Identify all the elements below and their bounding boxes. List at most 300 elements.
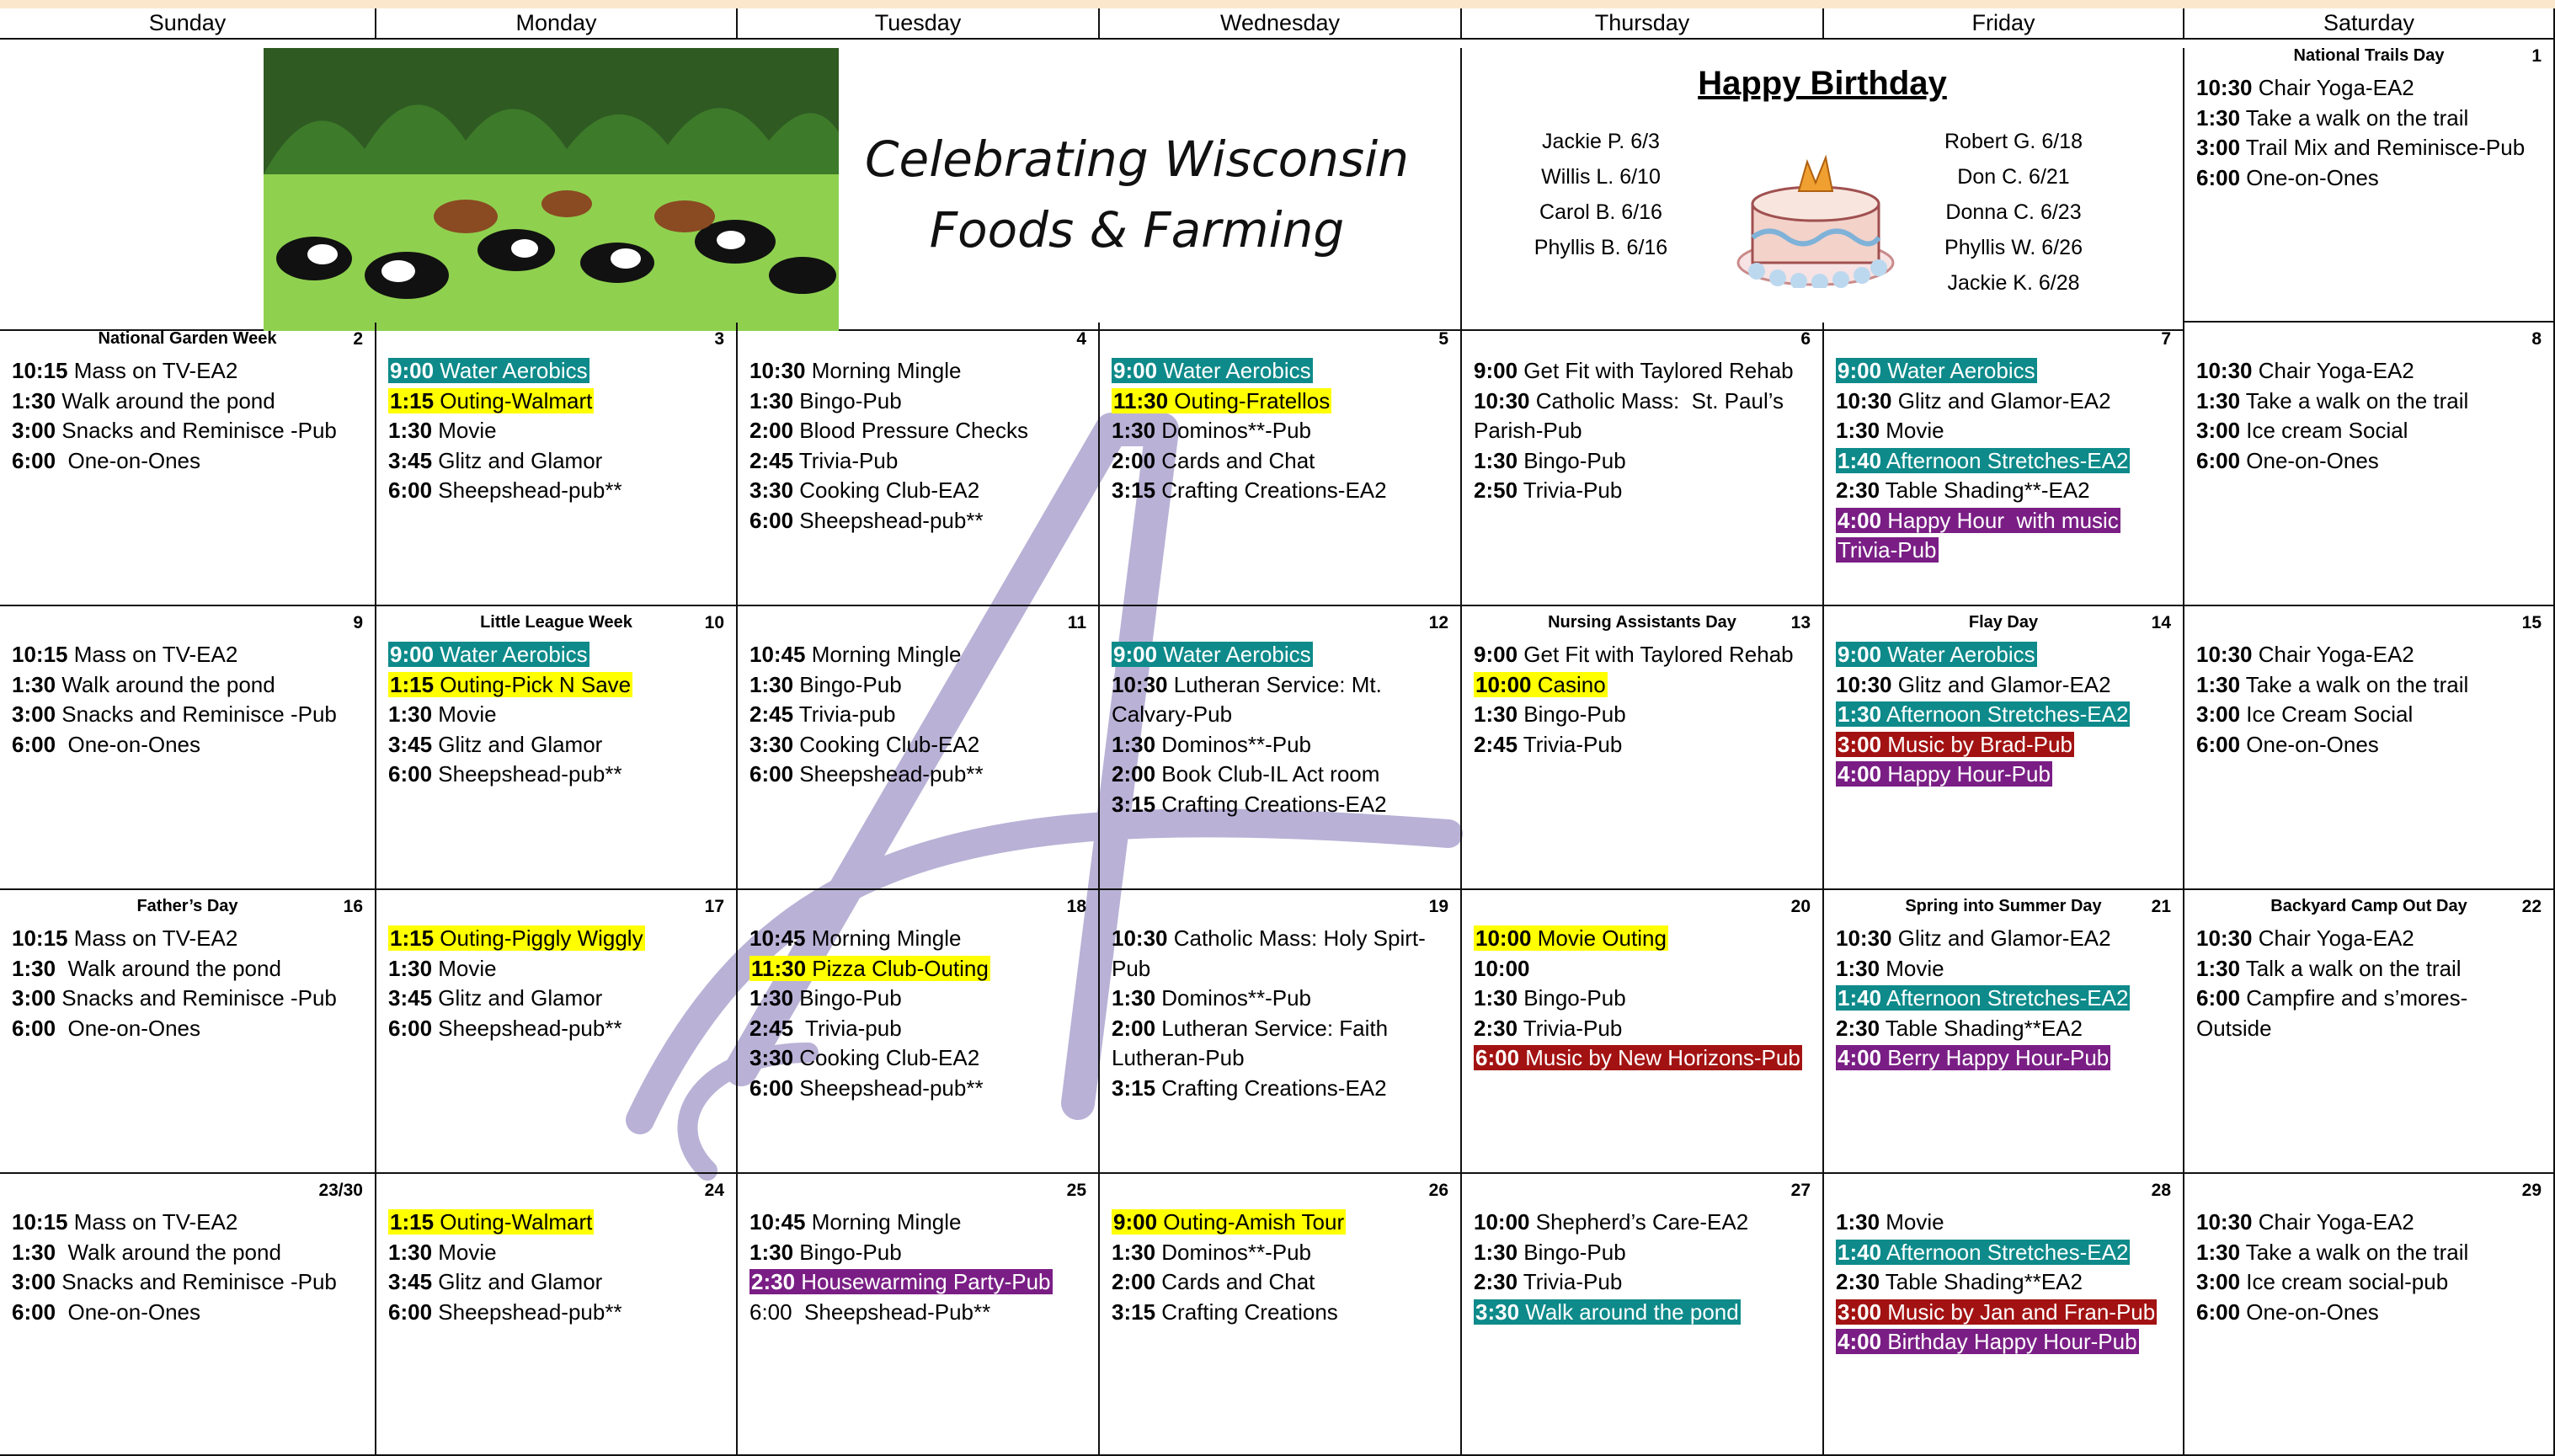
event-text xyxy=(749,1075,984,1101)
day-number: 25 xyxy=(1066,1181,1086,1200)
event-item xyxy=(2196,640,2545,670)
caption-line-1: Celebrating Wisconsin xyxy=(865,131,1409,188)
event-text xyxy=(1836,508,2120,533)
event-time: 2:50 xyxy=(1474,477,1518,503)
event-item xyxy=(12,356,366,387)
event-description: Bingo-Pub xyxy=(793,387,902,413)
event-item xyxy=(388,1014,728,1044)
event-time: 10:15 xyxy=(12,642,68,667)
day-cell[interactable] xyxy=(2184,323,2555,606)
day-number: 29 xyxy=(2521,1181,2542,1200)
day-cell[interactable] xyxy=(1100,606,1462,890)
event-item xyxy=(388,954,728,984)
event-text xyxy=(1836,1045,2110,1070)
event-description: Outing-Walmart xyxy=(434,1209,593,1235)
event-time: 2:30 xyxy=(1474,1015,1518,1041)
event-description: Bingo-Pub xyxy=(793,1239,902,1265)
event-text xyxy=(12,1209,237,1235)
event-description: Take a walk on the trail xyxy=(2240,104,2469,131)
day-cell[interactable] xyxy=(376,606,738,890)
event-time: 9:00 xyxy=(1838,642,1882,667)
event-time: 10:30 xyxy=(1836,925,1892,951)
day-cell[interactable] xyxy=(0,606,376,890)
day-number: 13 xyxy=(1790,613,1811,632)
event-description: Outside xyxy=(2196,1015,2272,1041)
event-item xyxy=(1112,700,1452,730)
event-list xyxy=(749,356,1090,536)
event-description: Bingo-Pub xyxy=(1518,447,1626,473)
event-description: Take a walk on the trail xyxy=(2240,1239,2469,1265)
birthday-entry: Robert G. 6/18 xyxy=(1944,130,2083,153)
event-item xyxy=(1112,670,1452,701)
event-description: Sheepshead-pub** xyxy=(432,761,622,787)
event-time: 1:30 xyxy=(1474,985,1518,1011)
event-item xyxy=(2196,133,2545,163)
event-text xyxy=(749,1240,902,1265)
event-description: Crafting Creations xyxy=(1155,1299,1338,1325)
event-description: Glitz and Glamor xyxy=(432,985,603,1011)
event-time: 6:00 xyxy=(388,1015,433,1041)
event-description: One-on-Ones xyxy=(2240,164,2379,190)
event-time: 3:30 xyxy=(749,731,794,757)
event-time: 3:00 xyxy=(2196,701,2241,727)
event-description: Dominos**-Pub xyxy=(1155,1239,1312,1265)
event-text xyxy=(12,1240,281,1265)
event-text xyxy=(388,358,589,383)
event-description: Pizza Club-Outing xyxy=(806,955,989,981)
event-text xyxy=(749,448,898,473)
event-text xyxy=(1112,1016,1388,1041)
event-item xyxy=(1836,984,2174,1014)
event-time: 1:30 xyxy=(2196,104,2241,131)
event-text xyxy=(388,761,622,787)
event-item xyxy=(1836,730,2174,760)
event-description: Mass on TV-EA2 xyxy=(67,642,238,667)
event-item xyxy=(388,640,728,670)
event-time: 2:30 xyxy=(1474,1269,1518,1294)
event-time: 1:30 xyxy=(1836,418,1880,443)
event-description: Trivia-Pub xyxy=(1518,1269,1623,1294)
event-description: Water Aerobics xyxy=(1157,358,1311,383)
event-text xyxy=(1836,388,2111,413)
event-description: Get Fit with Taylored Rehab xyxy=(1518,358,1794,383)
event-text xyxy=(1474,1045,1802,1070)
event-description: Casino xyxy=(1531,671,1606,697)
event-item xyxy=(749,640,1090,670)
event-item xyxy=(1836,1014,2174,1044)
event-time: 2:00 xyxy=(1112,1269,1156,1294)
event-text xyxy=(1474,388,1784,413)
event-description: Afternoon Stretches-EA2 xyxy=(1881,985,2129,1011)
event-item xyxy=(1112,640,1452,670)
event-description: Movie xyxy=(1880,1209,1944,1235)
day-cell[interactable] xyxy=(1462,606,1824,890)
event-item xyxy=(2196,954,2545,984)
event-item xyxy=(1836,1208,2174,1238)
event-description: Sheepshead-pub** xyxy=(793,761,984,787)
event-item xyxy=(388,700,728,730)
event-time: 10:30 xyxy=(2196,75,2253,100)
day-number: 24 xyxy=(704,1181,724,1200)
event-time: 3:15 xyxy=(1112,1299,1156,1325)
event-time: 1:15 xyxy=(390,387,435,413)
event-time: 3:15 xyxy=(1112,1075,1156,1101)
event-text xyxy=(1836,1209,1944,1235)
day-cell[interactable] xyxy=(1824,606,2184,890)
day-cell[interactable] xyxy=(738,890,1100,1174)
event-item xyxy=(1836,387,2174,417)
event-description: Bingo-Pub xyxy=(1518,985,1626,1011)
event-description: Chair Yoga-EA2 xyxy=(2252,642,2414,667)
event-list xyxy=(388,1208,728,1327)
event-text xyxy=(12,732,200,757)
event-list xyxy=(749,1208,1090,1327)
event-item xyxy=(1112,790,1452,820)
day-number: 3 xyxy=(714,329,724,349)
day-number: 17 xyxy=(704,897,724,916)
day-number: 10 xyxy=(704,613,724,632)
day-cell[interactable] xyxy=(1824,1174,2184,1456)
event-description: Birthday Happy Hour-Pub xyxy=(1881,1329,2137,1354)
event-item xyxy=(1474,387,1814,417)
event-time: 10:45 xyxy=(749,925,806,951)
event-item xyxy=(1112,1014,1452,1044)
event-time: 1:15 xyxy=(390,925,435,951)
day-number: 22 xyxy=(2521,897,2542,916)
event-description: Sheepshead-pub** xyxy=(793,507,984,533)
event-item xyxy=(12,924,366,954)
event-time: 3:00 xyxy=(1838,1299,1882,1325)
day-cell[interactable] xyxy=(1824,323,2184,606)
event-text xyxy=(1474,358,1794,383)
event-text xyxy=(388,642,589,667)
day-cell[interactable] xyxy=(376,890,738,1174)
event-item xyxy=(1836,1327,2174,1357)
event-text xyxy=(1112,1209,1346,1235)
event-time: 9:00 xyxy=(1113,358,1158,383)
event-item xyxy=(1112,1298,1452,1328)
event-text xyxy=(749,642,961,667)
day-number: 7 xyxy=(2161,329,2171,349)
day-number: 9 xyxy=(353,613,363,632)
event-text xyxy=(1112,1299,1338,1325)
event-time: 10:30 xyxy=(2196,642,2253,667)
banner xyxy=(0,48,1462,331)
day-cell[interactable] xyxy=(738,323,1100,606)
day-number: 20 xyxy=(1790,897,1811,916)
event-item xyxy=(1836,506,2174,536)
event-item xyxy=(749,954,1090,984)
event-item xyxy=(2196,356,2545,387)
event-text xyxy=(12,956,281,981)
cows-grazing-image xyxy=(264,48,839,331)
event-time: 1:30 xyxy=(1474,1239,1518,1265)
event-time: 6:00 xyxy=(2196,447,2241,473)
event-text xyxy=(1836,477,2090,503)
event-time: 10:30 xyxy=(749,358,806,383)
event-item xyxy=(1112,1238,1452,1268)
event-time: 6:00 xyxy=(749,1075,794,1101)
event-description: One-on-Ones xyxy=(56,1299,201,1325)
event-description: Catholic Mass: St. Paul’s xyxy=(1529,387,1784,413)
event-time: 1:30 xyxy=(2196,1239,2241,1265)
event-description: Chair Yoga-EA2 xyxy=(2252,1209,2414,1235)
event-description: Water Aerobics xyxy=(1881,358,2035,383)
event-time: 6:00 xyxy=(749,507,794,533)
event-list xyxy=(2196,1208,2545,1327)
event-description: Snacks and Reminisce -Pub xyxy=(56,701,337,727)
caption-line-2: Foods & Farming xyxy=(929,201,1345,259)
event-description: Snacks and Reminisce -Pub xyxy=(56,418,337,443)
event-item xyxy=(1112,984,1452,1014)
event-description: One-on-Ones xyxy=(2240,1299,2379,1325)
event-time: 6:00 xyxy=(388,477,433,503)
event-description: Ice Cream Social xyxy=(2240,701,2414,727)
event-time: 3:15 xyxy=(1112,477,1156,503)
event-description: Catholic Mass: Holy Spirt- xyxy=(1167,925,1426,951)
event-item xyxy=(388,1238,728,1268)
day-cell[interactable] xyxy=(1824,890,2184,1174)
event-time: 6:00 xyxy=(12,1299,56,1325)
event-text xyxy=(1474,985,1626,1011)
event-list xyxy=(749,924,1090,1103)
event-item xyxy=(12,730,366,760)
event-description: Outing-Piggly Wiggly xyxy=(434,925,643,951)
event-time: 3:00 xyxy=(2196,135,2241,160)
event-text xyxy=(1836,537,1939,563)
event-item xyxy=(2196,1298,2545,1328)
event-time: 3:30 xyxy=(749,1045,794,1070)
event-time: 1:30 xyxy=(388,955,433,981)
day-cell[interactable] xyxy=(0,323,376,606)
event-text xyxy=(2196,418,2408,443)
event-item xyxy=(2196,104,2545,134)
event-description: Pub xyxy=(1112,955,1151,981)
event-item xyxy=(2196,1014,2545,1044)
event-time: 1:30 xyxy=(12,955,56,981)
event-item xyxy=(1474,1208,1814,1238)
event-text xyxy=(1836,358,2037,383)
day-cell[interactable] xyxy=(1100,323,1462,606)
birthday-entry: Phyllis W. 6/26 xyxy=(1944,236,2083,259)
event-item xyxy=(388,924,728,954)
event-time: 4:00 xyxy=(1838,761,1882,787)
day-number: 21 xyxy=(2151,897,2171,916)
event-item xyxy=(749,416,1090,446)
event-text xyxy=(12,448,200,473)
event-description: Cooking Club-EA2 xyxy=(793,477,980,503)
event-item xyxy=(2196,446,2545,477)
day-number: 2 xyxy=(353,329,363,349)
event-description: Bingo-Pub xyxy=(793,985,902,1011)
event-time: 3:00 xyxy=(12,985,56,1011)
event-time: 6:00 xyxy=(12,731,56,757)
event-description: Glitz and Glamor-EA2 xyxy=(1891,925,2111,951)
event-time: 3:45 xyxy=(388,731,433,757)
event-text xyxy=(1112,701,1232,727)
day-cell[interactable] xyxy=(376,1174,738,1456)
event-time: 10:15 xyxy=(12,925,68,951)
event-time: 10:30 xyxy=(2196,1209,2253,1235)
event-item xyxy=(1836,416,2174,446)
event-text xyxy=(749,761,984,787)
event-text xyxy=(2196,1016,2272,1041)
event-item xyxy=(1112,416,1452,446)
weekday-header: Monday xyxy=(376,8,738,40)
event-description: One-on-Ones xyxy=(2240,731,2379,757)
event-time: 6:00 xyxy=(2196,164,2241,190)
event-time: 9:00 xyxy=(1113,1209,1158,1235)
event-list xyxy=(1474,640,1814,760)
event-list xyxy=(12,640,366,760)
event-text xyxy=(12,1299,200,1325)
event-description: Sheepshead-pub** xyxy=(432,477,622,503)
event-description: Talk a walk on the trail xyxy=(2240,955,2462,981)
event-time: 1:30 xyxy=(1474,701,1518,727)
event-description: Get Fit with Taylored Rehab xyxy=(1518,642,1794,667)
event-item xyxy=(2196,73,2545,104)
event-item xyxy=(749,1298,1090,1328)
event-item xyxy=(2196,1208,2545,1238)
event-text xyxy=(388,418,497,443)
event-item xyxy=(12,416,366,446)
event-text xyxy=(12,985,337,1011)
day-cell[interactable] xyxy=(376,323,738,606)
event-list xyxy=(12,356,366,476)
event-item xyxy=(1836,356,2174,387)
event-text xyxy=(1474,418,1582,443)
day-cell[interactable] xyxy=(0,1174,376,1456)
event-description: Music by Jan and Fran-Pub xyxy=(1881,1299,2156,1325)
event-text xyxy=(1474,701,1626,727)
event-list xyxy=(1836,924,2174,1074)
event-item xyxy=(1474,416,1814,446)
event-text xyxy=(1112,1075,1387,1101)
event-description: Bingo-Pub xyxy=(1518,701,1626,727)
event-description: Ice cream social-pub xyxy=(2240,1269,2449,1294)
event-time: 10:30 xyxy=(1112,925,1168,951)
event-time: 1:30 xyxy=(1838,701,1882,727)
event-time: 2:30 xyxy=(1836,1269,1880,1294)
event-text xyxy=(749,358,961,383)
event-text xyxy=(1112,1269,1315,1294)
day-number: 5 xyxy=(1438,329,1448,349)
event-item xyxy=(1474,670,1814,701)
day-cell[interactable] xyxy=(1100,890,1462,1174)
event-text xyxy=(1474,956,1530,981)
event-item xyxy=(2196,1267,2545,1298)
event-description: Outing-Fratellos xyxy=(1168,387,1331,413)
event-description: One-on-Ones xyxy=(56,447,201,473)
day-number: 28 xyxy=(2151,1181,2171,1200)
day-cell[interactable] xyxy=(2184,1174,2555,1456)
event-item xyxy=(12,984,366,1014)
event-item xyxy=(1836,640,2174,670)
day-cell[interactable] xyxy=(0,890,376,1174)
day-cell[interactable] xyxy=(1462,890,1824,1174)
event-description: Afternoon Stretches-EA2 xyxy=(1881,447,2129,473)
day-cell[interactable] xyxy=(738,1174,1100,1456)
event-item xyxy=(1112,730,1452,760)
event-text xyxy=(388,956,497,981)
day-cell[interactable] xyxy=(1100,1174,1462,1456)
event-text xyxy=(1836,1299,2157,1325)
birthday-entry: Jackie K. 6/28 xyxy=(1947,271,2080,295)
event-item xyxy=(1474,954,1814,984)
day-number: 15 xyxy=(2521,613,2542,632)
event-text xyxy=(1112,1045,1245,1070)
event-description: One-on-Ones xyxy=(2240,447,2379,473)
event-description: Movie xyxy=(432,701,497,727)
event-text xyxy=(1836,956,1944,981)
event-item xyxy=(12,1238,366,1268)
event-text xyxy=(2196,701,2413,727)
event-item xyxy=(12,1014,366,1044)
day-cell[interactable] xyxy=(2184,40,2555,323)
event-time: 3:45 xyxy=(388,1269,433,1294)
event-description: Housewarming Party-Pub xyxy=(795,1269,1051,1294)
event-item xyxy=(749,356,1090,387)
event-time: 9:00 xyxy=(1838,358,1882,383)
event-text xyxy=(1836,1240,2130,1265)
event-time: 1:30 xyxy=(388,1239,433,1265)
event-text xyxy=(1112,642,1313,667)
event-description: Water Aerobics xyxy=(434,642,588,667)
event-item xyxy=(749,387,1090,417)
event-time: 9:00 xyxy=(390,642,435,667)
event-description: Take a walk on the trail xyxy=(2240,387,2469,413)
event-list xyxy=(12,924,366,1043)
day-number: 23/30 xyxy=(318,1181,363,1200)
event-item xyxy=(12,1298,366,1328)
event-description: Crafting Creations-EA2 xyxy=(1155,791,1387,817)
event-time: 2:00 xyxy=(749,418,794,443)
event-time: 1:30 xyxy=(749,671,794,697)
event-time: 3:00 xyxy=(12,701,56,727)
event-description: Movie xyxy=(1880,418,1944,443)
event-text xyxy=(749,701,895,727)
event-time: 1:30 xyxy=(2196,387,2241,413)
event-item xyxy=(749,730,1090,760)
event-description: Trivia-pub xyxy=(793,701,896,727)
day-cell[interactable] xyxy=(1462,1174,1824,1456)
event-description: Outing-Walmart xyxy=(434,387,593,413)
event-description: Table Shading**EA2 xyxy=(1880,1269,2083,1294)
event-description: Berry Happy Hour-Pub xyxy=(1881,1045,2110,1070)
day-cell[interactable] xyxy=(1462,323,1824,606)
day-cell[interactable] xyxy=(2184,890,2555,1174)
event-description: Music by Brad-Pub xyxy=(1881,731,2072,757)
event-item xyxy=(749,924,1090,954)
event-list xyxy=(2196,356,2545,476)
event-item xyxy=(1474,700,1814,730)
event-list xyxy=(12,1208,366,1327)
day-cell[interactable] xyxy=(738,606,1100,890)
event-text xyxy=(1112,985,1311,1011)
event-description: Blood Pressure Checks xyxy=(793,418,1028,443)
day-cell[interactable] xyxy=(2184,606,2555,890)
day-number: 18 xyxy=(1066,897,1086,916)
event-time: 9:00 xyxy=(390,358,435,383)
event-text xyxy=(1836,925,2111,951)
event-description: Chair Yoga-EA2 xyxy=(2252,925,2414,951)
event-item xyxy=(388,446,728,477)
event-time: 1:30 xyxy=(388,418,433,443)
event-item xyxy=(1112,446,1452,477)
event-time: 6:00 xyxy=(2196,1299,2241,1325)
birthday-entry: Phyllis B. 6/16 xyxy=(1534,236,1668,259)
event-time: 2:45 xyxy=(749,1015,794,1041)
